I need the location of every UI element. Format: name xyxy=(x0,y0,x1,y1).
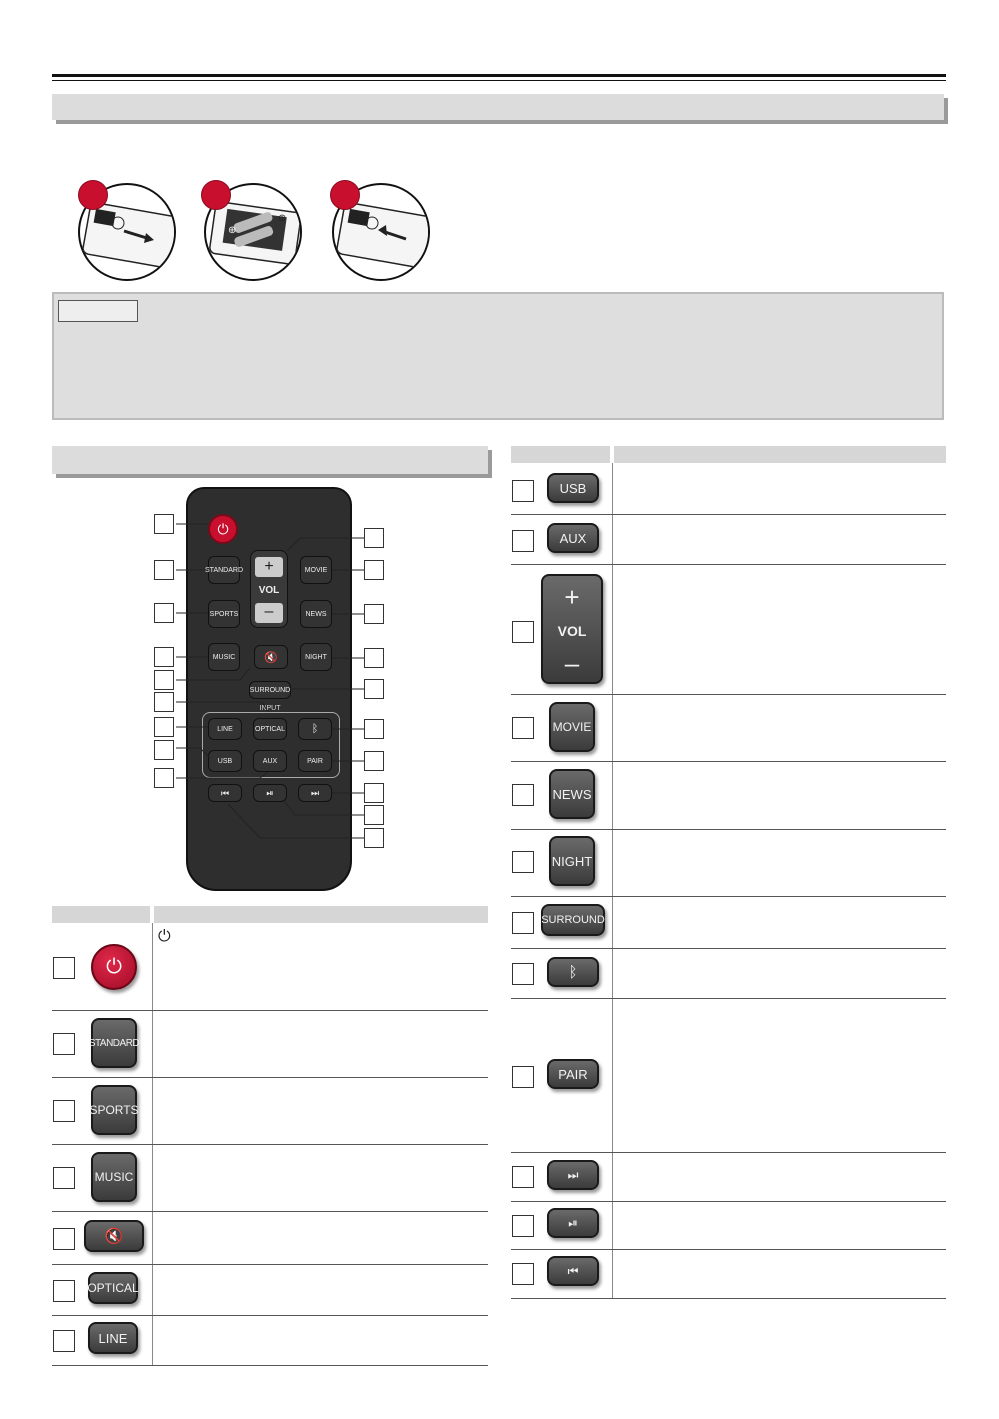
row-divider xyxy=(52,1211,488,1212)
mute-icon: 🔇 xyxy=(104,1228,124,1245)
remote-input-label: INPUT xyxy=(252,705,288,712)
row-number-box xyxy=(512,912,534,934)
bluetooth-button[interactable] xyxy=(547,957,599,987)
usb-button[interactable]: USB xyxy=(547,473,599,503)
previous-track-button[interactable] xyxy=(547,1256,599,1286)
row-divider xyxy=(511,1298,946,1299)
standard-button[interactable]: STANDARD xyxy=(91,1018,137,1068)
skip-forward-icon: ⏭ xyxy=(567,1167,579,1182)
bluetooth-icon: ᛒ xyxy=(311,723,319,735)
callout-box xyxy=(154,768,174,788)
remote-optical-button[interactable]: OPTICAL xyxy=(253,718,287,740)
row-number-box xyxy=(512,621,534,643)
row-number-box xyxy=(53,1033,75,1055)
row-divider xyxy=(511,829,946,830)
row-number-box xyxy=(512,963,534,985)
row-divider xyxy=(52,1365,488,1366)
remote-line-button[interactable]: LINE xyxy=(208,718,242,740)
play-pause-button[interactable] xyxy=(547,1208,599,1238)
callout-box xyxy=(154,717,174,737)
svg-text:⊕: ⊕ xyxy=(228,225,237,236)
remote-music-button[interactable]: MUSIC xyxy=(208,643,240,671)
callout-box xyxy=(364,560,384,580)
remote-movie-button[interactable]: MOVIE xyxy=(300,556,332,584)
power-icon: ⏻ xyxy=(106,955,122,978)
sports-button[interactable]: SPORTS xyxy=(91,1085,137,1135)
row-divider xyxy=(511,948,946,949)
callout-box xyxy=(364,783,384,803)
row-number-box xyxy=(512,717,534,739)
row-divider xyxy=(52,1315,488,1316)
row-divider xyxy=(511,896,946,897)
row-number-box xyxy=(512,480,534,502)
row-number-box xyxy=(512,530,534,552)
row-divider xyxy=(511,514,946,515)
night-button[interactable]: NIGHT xyxy=(549,836,595,886)
row-number-box xyxy=(53,1228,75,1250)
row-divider xyxy=(511,564,946,565)
row-number-box xyxy=(53,1330,75,1352)
row-divider xyxy=(511,761,946,762)
callout-box xyxy=(154,603,174,623)
right-table-header xyxy=(511,446,946,463)
mute-icon: 🔇 xyxy=(264,651,278,664)
row-number-box xyxy=(512,784,534,806)
remote-surround-button[interactable]: SURROUND xyxy=(249,681,291,699)
vol-minus-icon[interactable]: – xyxy=(255,603,283,623)
optical-button[interactable]: OPTICAL xyxy=(88,1272,138,1304)
row-number-box xyxy=(512,851,534,873)
callout-box xyxy=(154,692,174,712)
callout-box xyxy=(154,670,174,690)
row-number-box xyxy=(53,1100,75,1122)
callout-box xyxy=(154,560,174,580)
row-divider xyxy=(511,998,946,999)
callout-box xyxy=(154,514,174,534)
left-table-header-divider xyxy=(150,906,154,923)
right-table-header-divider xyxy=(610,446,614,463)
power-button[interactable] xyxy=(91,944,137,990)
pair-button[interactable]: PAIR xyxy=(547,1059,599,1089)
callout-box xyxy=(364,751,384,771)
callout-box xyxy=(154,740,174,760)
remote-news-button[interactable]: NEWS xyxy=(300,600,332,628)
remote-standard-button[interactable]: STANDARD xyxy=(208,556,240,584)
movie-button[interactable]: MOVIE xyxy=(549,702,595,752)
minus-icon: – xyxy=(564,648,580,678)
row-divider xyxy=(52,1010,488,1011)
remote-aux-button[interactable]: AUX xyxy=(253,750,287,772)
surround-button[interactable]: SURROUND xyxy=(541,904,605,936)
callout-box xyxy=(364,679,384,699)
row-number-box xyxy=(53,1167,75,1189)
callout-box xyxy=(364,648,384,668)
music-button[interactable]: MUSIC xyxy=(91,1152,137,1202)
callout-box xyxy=(364,828,384,848)
callout-box xyxy=(364,805,384,825)
row-divider xyxy=(511,694,946,695)
callout-box xyxy=(154,647,174,667)
next-track-button[interactable] xyxy=(547,1160,599,1190)
news-button[interactable]: NEWS xyxy=(549,769,595,819)
remote-usb-button[interactable]: USB xyxy=(208,750,242,772)
play-pause-icon: ⏯ xyxy=(266,787,274,798)
callout-box xyxy=(364,719,384,739)
skip-back-icon: ⏮ xyxy=(220,787,230,798)
row-number-box xyxy=(512,1215,534,1237)
left-table-header xyxy=(52,906,488,923)
remote-pair-button[interactable]: PAIR xyxy=(298,750,332,772)
line-button[interactable]: LINE xyxy=(88,1322,138,1354)
aux-button[interactable]: AUX xyxy=(547,523,599,553)
row-number-box xyxy=(512,1066,534,1088)
right-table-column-divider xyxy=(612,463,613,1298)
row-divider xyxy=(511,1201,946,1202)
callout-box xyxy=(364,604,384,624)
remote-sports-button[interactable]: SPORTS xyxy=(208,600,240,628)
bluetooth-icon: ᛒ xyxy=(568,963,578,981)
row-number-box xyxy=(53,1280,75,1302)
remote-night-button[interactable]: NIGHT xyxy=(300,643,332,671)
row-number-box xyxy=(512,1166,534,1188)
plus-icon: + xyxy=(564,582,580,612)
vol-plus-icon[interactable]: + xyxy=(255,557,283,577)
row-divider xyxy=(52,1144,488,1145)
power-icon: ⏻ xyxy=(217,520,229,537)
skip-back-icon: ⏮ xyxy=(567,1263,579,1278)
row-divider xyxy=(52,1077,488,1078)
row-number-box xyxy=(512,1263,534,1285)
row-divider xyxy=(52,1264,488,1265)
vol-text: VOL xyxy=(557,623,587,639)
mute-button[interactable] xyxy=(84,1220,144,1252)
play-pause-icon: ⏯ xyxy=(568,1215,578,1230)
vol-button[interactable] xyxy=(541,574,603,684)
vol-label: VOL xyxy=(258,585,280,596)
svg-text:⊕: ⊕ xyxy=(278,213,287,224)
callout-box xyxy=(364,528,384,548)
row-divider xyxy=(511,1152,946,1153)
row-divider xyxy=(511,1249,946,1250)
row-number-box xyxy=(53,957,75,979)
skip-forward-icon: ⏭ xyxy=(310,787,320,798)
power-symbol: ⏻ xyxy=(158,926,171,945)
